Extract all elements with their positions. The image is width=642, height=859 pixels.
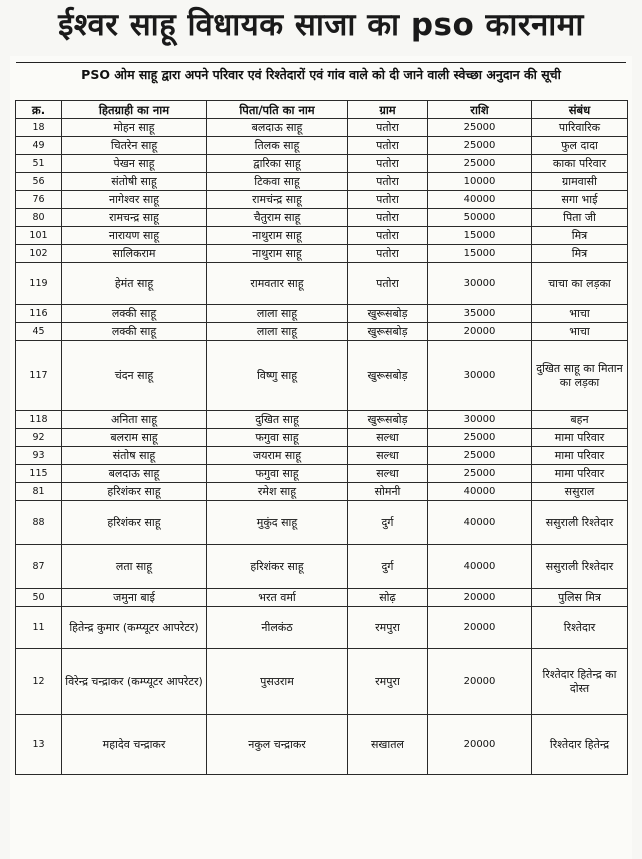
row-father: टिकवा साहू — [207, 173, 348, 191]
row-serial: 88 — [16, 501, 62, 545]
row-amount: 40000 — [428, 483, 532, 501]
table-row — [16, 649, 628, 715]
table-row — [16, 447, 628, 465]
row-father: नाथुराम साहू — [207, 227, 348, 245]
row-village: खुरूसबोड़ — [348, 305, 428, 323]
row-serial: 87 — [16, 545, 62, 589]
row-serial: 49 — [16, 137, 62, 155]
row-beneficiary: महादेव चन्द्राकर — [62, 715, 207, 775]
row-amount: 25000 — [428, 429, 532, 447]
row-beneficiary: विरेन्द्र चन्द्राकर (कम्प्यूटर आपरेटर) — [62, 649, 207, 715]
row-beneficiary: नागेश्वर साहू — [62, 191, 207, 209]
row-village: सोमनी — [348, 483, 428, 501]
table-row — [16, 323, 628, 341]
row-father: बलदाऊ साहू — [207, 119, 348, 137]
row-serial: 80 — [16, 209, 62, 227]
row-village: पतोरा — [348, 263, 428, 305]
row-beneficiary: हरिशंकर साहू — [62, 483, 207, 501]
col-header-father: पिता/पति का नाम — [207, 101, 348, 119]
row-amount: 40000 — [428, 545, 532, 589]
row-relation: मित्र — [532, 245, 628, 263]
row-relation: बहन — [532, 411, 628, 429]
row-father: नकुल चन्द्राकर — [207, 715, 348, 775]
row-beneficiary: संतोष साहू — [62, 447, 207, 465]
row-relation: रिश्तेदार हितेन्द्र — [532, 715, 628, 775]
row-relation: मामा परिवार — [532, 465, 628, 483]
row-amount: 20000 — [428, 323, 532, 341]
row-village: खुरूसबोड़ — [348, 323, 428, 341]
row-serial: 118 — [16, 411, 62, 429]
row-relation: काका परिवार — [532, 155, 628, 173]
row-serial: 11 — [16, 607, 62, 649]
grant-table — [15, 100, 628, 775]
table-row — [16, 607, 628, 649]
row-serial: 81 — [16, 483, 62, 501]
row-relation: ससुराल — [532, 483, 628, 501]
row-father: जयराम साहू — [207, 447, 348, 465]
table-row — [16, 483, 628, 501]
row-father: फगुवा साहू — [207, 429, 348, 447]
table-row — [16, 263, 628, 305]
table-row — [16, 305, 628, 323]
row-father: तिलक साहू — [207, 137, 348, 155]
row-serial: 50 — [16, 589, 62, 607]
list-subtitle: PSO ओम साहू द्वारा अपने परिवार एवं रिश्तेदारों एवं गांव वाले को दी जाने वाली स्वेच्छा अनुदान की सूची — [16, 62, 626, 100]
row-father: चैतुराम साहू — [207, 209, 348, 227]
row-amount: 20000 — [428, 589, 532, 607]
table-header-row — [16, 101, 628, 119]
row-serial: 13 — [16, 715, 62, 775]
row-amount: 25000 — [428, 465, 532, 483]
row-serial: 117 — [16, 341, 62, 411]
row-relation: दुखित साहू का मितान का लड़का — [532, 341, 628, 411]
col-header-beneficiary: हितग्राही का नाम — [62, 101, 207, 119]
row-relation: मित्र — [532, 227, 628, 245]
table-row — [16, 715, 628, 775]
row-serial: 116 — [16, 305, 62, 323]
row-beneficiary: संतोषी साहू — [62, 173, 207, 191]
row-amount: 40000 — [428, 501, 532, 545]
row-beneficiary: बलराम साहू — [62, 429, 207, 447]
row-relation: मामा परिवार — [532, 429, 628, 447]
row-amount: 50000 — [428, 209, 532, 227]
table-row — [16, 209, 628, 227]
row-beneficiary: नारायण साहू — [62, 227, 207, 245]
row-father: रामवतार साहू — [207, 263, 348, 305]
row-village: सखातल — [348, 715, 428, 775]
table-row — [16, 245, 628, 263]
row-beneficiary: मोहन साहू — [62, 119, 207, 137]
row-village: सल्धा — [348, 465, 428, 483]
row-father: रमेश साहू — [207, 483, 348, 501]
row-amount: 20000 — [428, 715, 532, 775]
col-header-amount: राशि — [428, 101, 532, 119]
table-row — [16, 137, 628, 155]
row-amount: 10000 — [428, 173, 532, 191]
row-relation: ससुराली रिश्तेदार — [532, 545, 628, 589]
table-row — [16, 191, 628, 209]
row-relation: सगा भाई — [532, 191, 628, 209]
row-amount: 25000 — [428, 447, 532, 465]
row-beneficiary: हितेन्द्र कुमार (कम्प्यूटर आपरेटर) — [62, 607, 207, 649]
row-beneficiary: जमुना बाई — [62, 589, 207, 607]
row-relation: भाचा — [532, 305, 628, 323]
row-serial: 76 — [16, 191, 62, 209]
row-beneficiary: हेमंत साहू — [62, 263, 207, 305]
row-village: खुरूसबोड़ — [348, 341, 428, 411]
row-relation: रिश्तेदार हितेन्द्र का दोस्त — [532, 649, 628, 715]
row-beneficiary: लक्की साहू — [62, 305, 207, 323]
row-father: फगुवा साहू — [207, 465, 348, 483]
row-father: रामचंन्द्र साहू — [207, 191, 348, 209]
row-serial: 45 — [16, 323, 62, 341]
row-relation: पिता जी — [532, 209, 628, 227]
row-father: भरत वर्मा — [207, 589, 348, 607]
row-amount: 25000 — [428, 137, 532, 155]
row-relation: पारिवारिक — [532, 119, 628, 137]
row-serial: 102 — [16, 245, 62, 263]
row-father: नीलकंठ — [207, 607, 348, 649]
row-father: लाला साहू — [207, 323, 348, 341]
table-row — [16, 227, 628, 245]
row-amount: 20000 — [428, 649, 532, 715]
row-father: द्वारिका साहू — [207, 155, 348, 173]
row-amount: 30000 — [428, 341, 532, 411]
row-beneficiary: अनिता साहू — [62, 411, 207, 429]
row-father: पुसउराम — [207, 649, 348, 715]
table-row — [16, 341, 628, 411]
row-beneficiary: लता साहू — [62, 545, 207, 589]
table-row — [16, 173, 628, 191]
row-father: लाला साहू — [207, 305, 348, 323]
row-village: पतोरा — [348, 245, 428, 263]
row-serial: 115 — [16, 465, 62, 483]
table-row — [16, 501, 628, 545]
row-amount: 15000 — [428, 245, 532, 263]
row-village: सोढ़ — [348, 589, 428, 607]
row-father: दुखित साहू — [207, 411, 348, 429]
row-relation: ससुराली रिश्तेदार — [532, 501, 628, 545]
row-beneficiary: चितरेन साहू — [62, 137, 207, 155]
row-amount: 15000 — [428, 227, 532, 245]
row-beneficiary: लक्की साहू — [62, 323, 207, 341]
row-village: दुर्ग — [348, 501, 428, 545]
row-beneficiary: रामचन्द्र साहू — [62, 209, 207, 227]
row-village: पतोरा — [348, 191, 428, 209]
row-amount: 35000 — [428, 305, 532, 323]
row-beneficiary: हरिशंकर साहू — [62, 501, 207, 545]
row-father: मुकुंद साहू — [207, 501, 348, 545]
row-beneficiary: बलदाऊ साहू — [62, 465, 207, 483]
table-row — [16, 545, 628, 589]
row-village: रमपुरा — [348, 649, 428, 715]
row-father: हरिशंकर साहू — [207, 545, 348, 589]
row-relation: मामा परिवार — [532, 447, 628, 465]
row-relation: भाचा — [532, 323, 628, 341]
row-amount: 20000 — [428, 607, 532, 649]
row-serial: 51 — [16, 155, 62, 173]
headline: ईश्वर साहू विधायक साजा का pso कारनामा — [58, 7, 584, 43]
table-row — [16, 465, 628, 483]
row-village: खुरूसबोड़ — [348, 411, 428, 429]
row-relation: चाचा का लड़का — [532, 263, 628, 305]
row-amount: 25000 — [428, 119, 532, 137]
row-village: पतोरा — [348, 209, 428, 227]
row-village: रमपुरा — [348, 607, 428, 649]
row-relation: फुल दादा — [532, 137, 628, 155]
col-header-serial: क्र. — [16, 101, 62, 119]
col-header-village: ग्राम — [348, 101, 428, 119]
row-relation: रिश्तेदार — [532, 607, 628, 649]
row-father: विष्णु साहू — [207, 341, 348, 411]
row-beneficiary: चंदन साहू — [62, 341, 207, 411]
row-village: पतोरा — [348, 227, 428, 245]
table-row — [16, 119, 628, 137]
table-row — [16, 411, 628, 429]
row-serial: 18 — [16, 119, 62, 137]
row-relation: ग्रामवासी — [532, 173, 628, 191]
row-serial: 12 — [16, 649, 62, 715]
row-serial: 92 — [16, 429, 62, 447]
document-sheet — [10, 56, 632, 859]
row-amount: 40000 — [428, 191, 532, 209]
row-serial: 101 — [16, 227, 62, 245]
row-amount: 25000 — [428, 155, 532, 173]
col-header-relation: संबंध — [532, 101, 628, 119]
row-village: पतोरा — [348, 173, 428, 191]
row-village: पतोरा — [348, 119, 428, 137]
row-father: नाथुराम साहू — [207, 245, 348, 263]
table-row — [16, 589, 628, 607]
row-amount: 30000 — [428, 263, 532, 305]
row-beneficiary: पेखन साहू — [62, 155, 207, 173]
table-row — [16, 155, 628, 173]
row-village: पतोरा — [348, 155, 428, 173]
row-village: दुर्ग — [348, 545, 428, 589]
row-village: सल्धा — [348, 447, 428, 465]
row-serial: 119 — [16, 263, 62, 305]
row-beneficiary: सालिकराम — [62, 245, 207, 263]
row-amount: 30000 — [428, 411, 532, 429]
row-serial: 56 — [16, 173, 62, 191]
table-row — [16, 429, 628, 447]
row-village: सल्धा — [348, 429, 428, 447]
row-relation: पुलिस मित्र — [532, 589, 628, 607]
row-serial: 93 — [16, 447, 62, 465]
row-village: पतोरा — [348, 137, 428, 155]
table-body — [16, 119, 628, 775]
